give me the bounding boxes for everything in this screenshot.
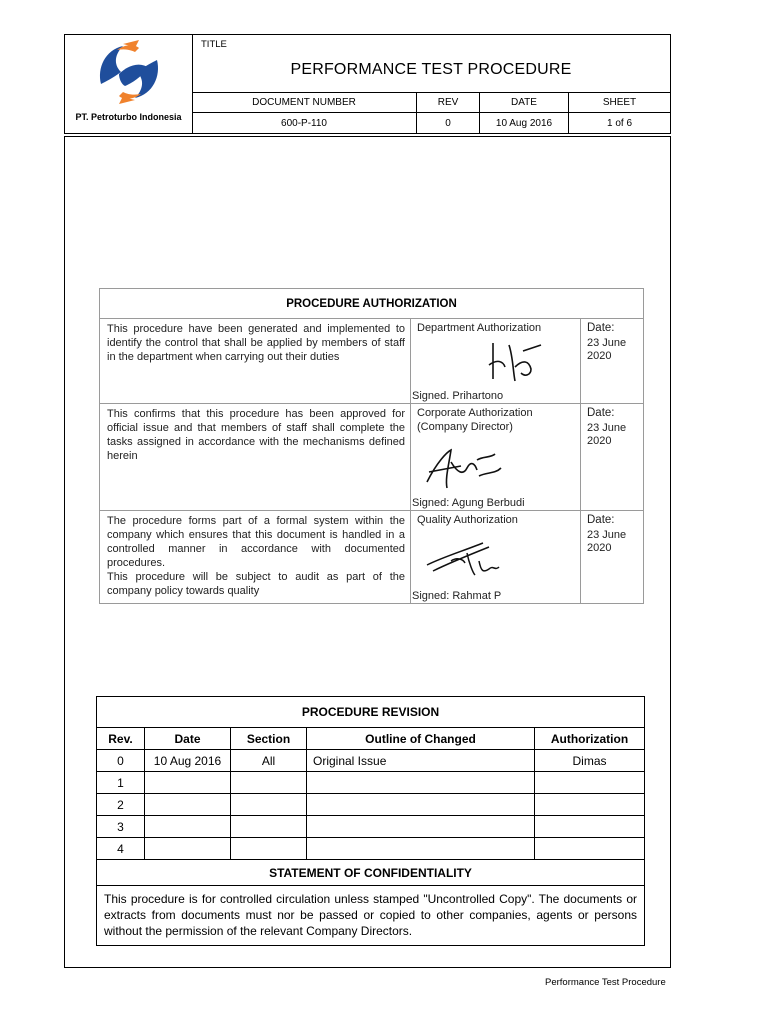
document-number-value: 600-P-110 (192, 113, 417, 133)
revision-row (97, 794, 644, 816)
company-name: PT. Petroturbo Indonesia (75, 112, 182, 122)
section-cell (231, 816, 307, 837)
authorization-row (100, 319, 643, 404)
outline-cell (307, 794, 535, 815)
authorization-date (581, 404, 643, 510)
rev-cell: 3 (97, 816, 145, 837)
section-cell (231, 838, 307, 859)
authorization-description: This procedure have been generated and implemented to identify the control that shall be applied by members of staff in the department when carrying out their duties (100, 319, 411, 403)
date-year: 2020 (587, 542, 612, 554)
header-column-row (192, 92, 670, 112)
date-cell: 10 Aug 2016 (145, 750, 231, 771)
authorization-description (100, 511, 411, 603)
revision-row (97, 772, 644, 794)
date-header: DATE (480, 93, 569, 112)
rev-header: REV (417, 93, 480, 112)
signature-image (479, 337, 551, 385)
sheet-header: SHEET (602, 97, 637, 108)
date-label: Date: (587, 407, 615, 419)
authorization-cell (535, 816, 644, 837)
date-label: Date: (587, 322, 615, 334)
date-day-month: 23 June (587, 337, 627, 349)
date-cell (145, 816, 231, 837)
authorization-cell (535, 794, 644, 815)
revision-row (97, 838, 644, 860)
date-year: 2020 (587, 435, 612, 447)
authorization-cell (535, 838, 644, 859)
title-label: TITLE (201, 39, 227, 50)
authorization-heading: PROCEDURE AUTHORIZATION (100, 289, 643, 319)
outline-cell (307, 772, 535, 793)
authorization-authority (411, 319, 581, 403)
revision-row (97, 750, 644, 772)
outline-cell: Original Issue (307, 750, 535, 771)
authorization-date (581, 511, 643, 603)
document-header (64, 34, 671, 134)
authorization-description: This confirms that this procedure has been approved for official issue and that members of staff shall complete the tasks assigned in accordance with the mechanisms defined herein (100, 404, 411, 510)
date-day-month: 23 June (587, 422, 627, 434)
authorization-date (581, 319, 643, 403)
authorization-authority (411, 404, 581, 510)
authorization-cell: Dimas (572, 753, 607, 768)
date-cell (145, 838, 231, 859)
outline-cell (307, 816, 535, 837)
rev-cell: 1 (97, 772, 145, 793)
date-column-header: Date (145, 728, 231, 749)
company-logo (95, 38, 163, 106)
rev-value: 0 (417, 113, 480, 133)
outline-column-header: Outline of Changed (307, 728, 535, 749)
date-cell (145, 772, 231, 793)
signature-image (421, 442, 511, 494)
revision-table (96, 696, 645, 946)
rev-cell: 4 (97, 838, 145, 859)
authorization-row (100, 404, 643, 511)
revision-column-row (97, 728, 644, 750)
authorization-column-header: Authorization (550, 731, 629, 746)
date-day-month: 23 June (587, 529, 627, 541)
revision-heading: PROCEDURE REVISION (97, 697, 644, 728)
document-number-header: DOCUMENT NUMBER (192, 93, 417, 112)
date-value: 10 Aug 2016 (480, 113, 569, 133)
rev-cell: 0 (97, 750, 145, 771)
signed-by: Signed: Rahmat P (412, 590, 502, 602)
description-part-1: The procedure forms part of a formal system within the company which ensures that this document is handled in a controlled manner in accordance with documented procedures. (107, 515, 405, 569)
signature-image (423, 531, 513, 581)
authority-label: Corporate Authorization (Company Director) (417, 407, 533, 433)
section-cell: All (231, 750, 307, 771)
date-cell (145, 794, 231, 815)
confidentiality-statement: This procedure is for controlled circulation unless stamped "Uncontrolled Copy". The documents or extracts from documents must nor be passed or copied to other companies, agents or persons without the permission of the relevant Company Directors. (104, 892, 637, 938)
logo-cell (65, 35, 193, 133)
signed-by: Signed: Agung Berbudi (412, 497, 525, 509)
date-year: 2020 (587, 350, 612, 362)
authorization-cell (535, 772, 644, 793)
authority-label: Quality Authorization (417, 514, 518, 526)
document-title: PERFORMANCE TEST PROCEDURE (290, 61, 572, 78)
authorization-table (99, 288, 644, 604)
section-cell (231, 772, 307, 793)
header-value-row (192, 112, 670, 133)
rev-cell: 2 (97, 794, 145, 815)
section-column-header: Section (231, 728, 307, 749)
page-footer: Performance Test Procedure (545, 977, 666, 988)
date-label: Date: (587, 514, 615, 526)
authorization-row (100, 511, 643, 603)
revision-row (97, 816, 644, 838)
confidentiality-heading: STATEMENT OF CONFIDENTIALITY (97, 860, 644, 886)
rev-column-header: Rev. (97, 728, 145, 749)
authority-label: Department Authorization (417, 322, 542, 334)
description-part-2: This procedure will be subject to audit as part of the company policy towards quality (107, 571, 405, 597)
outline-cell (307, 838, 535, 859)
sheet-value: 1 of 6 (606, 117, 633, 129)
authorization-authority (411, 511, 581, 603)
section-cell (231, 794, 307, 815)
signed-by: Signed. Prihartono (412, 390, 504, 402)
